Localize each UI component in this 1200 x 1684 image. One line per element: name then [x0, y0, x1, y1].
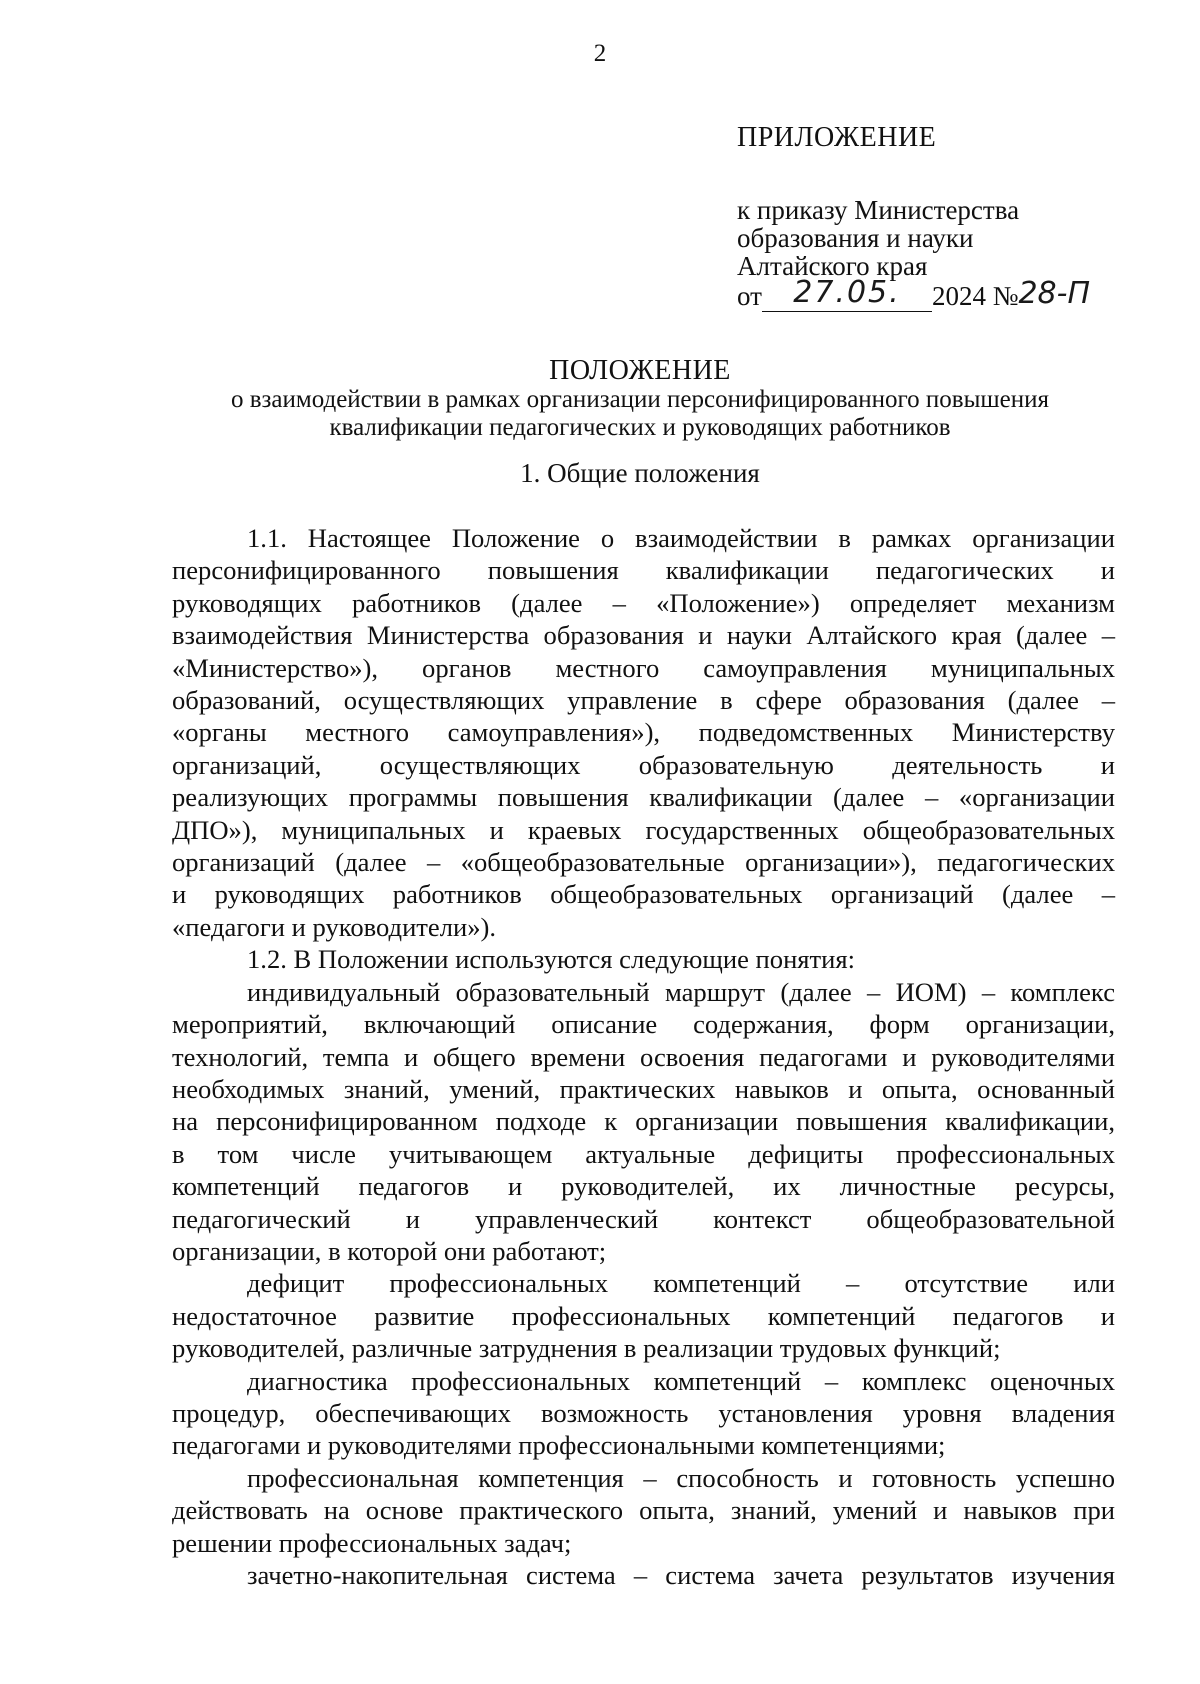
- body-text-line: технологий, темпа и общего времени освоения педагогами и руководителями: [172, 1041, 1115, 1072]
- appendix-line: Алтайского края: [737, 251, 928, 281]
- order-date-line: [737, 275, 1167, 312]
- body-text-line: профессиональная компетенция – способность и готовность успешно: [247, 1462, 1115, 1493]
- appendix-title: ПРИЛОЖЕНИЕ: [737, 122, 937, 153]
- body-text-line: необходимых знаний, умений, практических навыков и опыта, основанный: [172, 1073, 1115, 1104]
- body-text-line: на персонифицированном подходе к организации повышения квалификации,: [172, 1106, 1115, 1137]
- body-text-line: образований, осуществляющих управление в сфере образования (далее –: [172, 685, 1115, 716]
- body-text-line: ДПО»), муниципальных и краевых государственных общеобразовательных: [172, 814, 1115, 845]
- body-text-line: дефицит профессиональных компетенций – отсутствие или: [247, 1268, 1115, 1299]
- appendix-line: к приказу Министерства: [737, 195, 1020, 225]
- body-text-line: процедур, обеспечивающих возможность установления уровня владения: [172, 1397, 1115, 1428]
- body-text-line: и руководящих работников общеобразовательных организаций (далее –: [172, 879, 1115, 910]
- body-text-line: педагогами и руководителями профессиональными компетенциями;: [172, 1430, 946, 1461]
- body-text-line: «органы местного самоуправления»), подведомственных Министерству: [172, 717, 1115, 748]
- body-text-line: реализующих программы повышения квалификации (далее – «организации: [172, 782, 1115, 813]
- handwritten-number-field: [1018, 276, 1091, 312]
- body-text-line: компетенций педагогов и руководителей, их личностные ресурсы,: [172, 1171, 1115, 1202]
- body-text-line: руководящих работников (далее – «Положение») определяет механизм: [172, 587, 1115, 618]
- appendix-block: [737, 122, 1167, 312]
- body-text-line: организации, в которой они работают;: [172, 1235, 607, 1266]
- body-text-line: взаимодействия Министерства образования и науки Алтайского края (далее –: [172, 620, 1115, 651]
- body-text-line: индивидуальный образовательный маршрут (далее – ИОМ) – комплекс: [247, 976, 1115, 1007]
- body-text-line: организаций (далее – «общеобразовательные организации»), педагогических: [172, 847, 1115, 878]
- section-heading: 1. Общие положения: [520, 458, 760, 488]
- body-text-line: решении профессиональных задач;: [172, 1527, 572, 1558]
- handwritten-date: 27.05.: [793, 275, 901, 310]
- document-title-block: [170, 356, 1110, 442]
- document-subtitle-line: квалификации педагогических и руководящих работников: [329, 414, 951, 441]
- body-text-line: мероприятий, включающий описание содержания, форм организации,: [172, 1009, 1115, 1040]
- document-title: ПОЛОЖЕНИЕ: [549, 355, 731, 386]
- page-number: 2: [593, 40, 607, 67]
- body-text-line: педагогический и управленческий контекст общеобразовательной: [172, 1203, 1115, 1234]
- body-text-line: действовать на основе практического опыта, знаний, умений и навыков при: [172, 1495, 1115, 1526]
- handwritten-date-field: [762, 275, 932, 312]
- body-text-line: 1.1. Настоящее Положение о взаимодействии в рамках организации: [247, 523, 1115, 553]
- document-subtitle-line: о взаимодействии в рамках организации персонифицированного повышения: [230, 386, 1050, 413]
- body-text-line: диагностика профессиональных компетенций – комплекс оценочных: [247, 1365, 1115, 1396]
- body-text-line: 1.2. В Положении используются следующие понятия:: [247, 944, 856, 975]
- body-text-line: персонифицированного повышения квалификации педагогических и: [172, 555, 1115, 586]
- order-year-number-label: 2024 №: [931, 281, 1019, 311]
- body-text-line: в том числе учитывающем актуальные дефициты профессиональных: [172, 1138, 1115, 1169]
- body-text-line: руководителей, различные затруднения в реализации трудовых функций;: [172, 1333, 1001, 1364]
- document-body: [172, 522, 1115, 1591]
- body-text-line: недостаточное развитие профессиональных компетенций педагогов и: [172, 1300, 1115, 1331]
- body-text-line: «педагоги и руководители»).: [172, 911, 497, 942]
- body-text-line: «Министерство»), органов местного самоуправления муниципальных: [172, 652, 1115, 683]
- handwritten-order-number: 28-П: [1018, 276, 1091, 311]
- body-text-line: зачетно-накопительная система – система зачета результатов изучения: [247, 1560, 1115, 1590]
- appendix-line: образования и науки: [737, 223, 974, 253]
- body-text-line: организаций, осуществляющих образовательную деятельность и: [172, 749, 1115, 780]
- date-prefix: от: [737, 281, 762, 311]
